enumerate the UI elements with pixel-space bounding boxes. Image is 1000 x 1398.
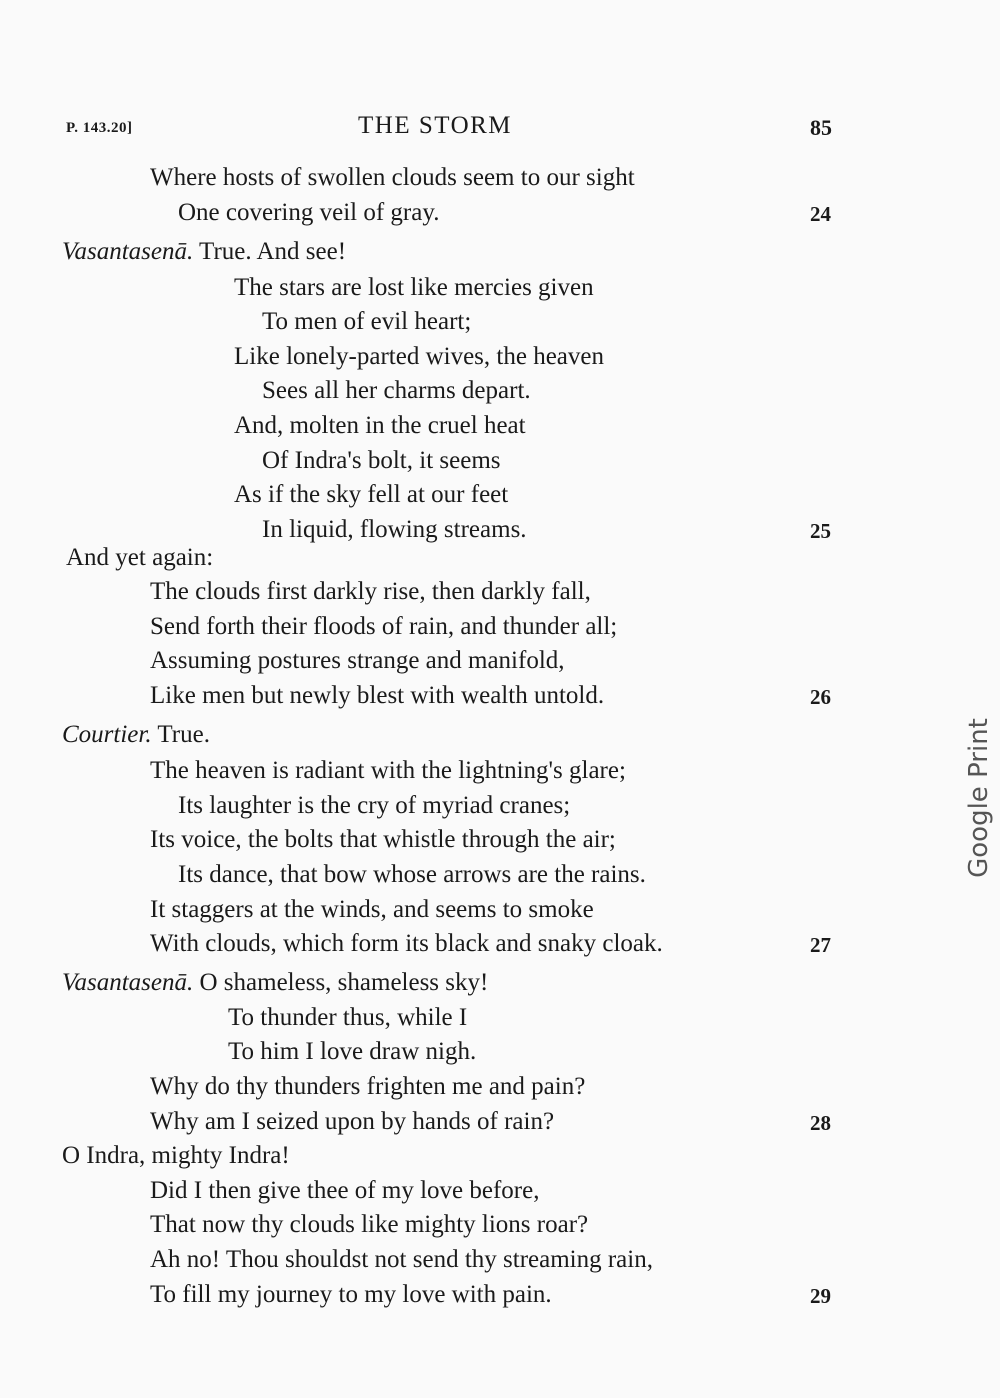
running-header [0, 112, 1000, 146]
speaker-name: Courtier. [62, 721, 152, 748]
verse-line: Did I then give thee of my love before, [150, 1177, 540, 1204]
verse-line: With clouds, which form its black and snaky cloak. [150, 930, 663, 957]
verse-line: The clouds first darkly rise, then darkly fall, [150, 578, 591, 605]
speaker-name: Vasantasenā. [62, 238, 194, 265]
prose-line: O Indra, mighty Indra! [62, 1142, 290, 1169]
verse-line: Sees all her charms depart. [262, 377, 531, 404]
verse-line: To him I love draw nigh. [228, 1038, 477, 1065]
verse-line: As if the sky fell at our feet [234, 481, 509, 508]
page-number: 85 [810, 115, 832, 140]
verse-line: Why do thy thunders frighten me and pain? [150, 1073, 586, 1100]
verse-line: In liquid, flowing streams. [262, 516, 527, 543]
verse-line: Like lonely-parted wives, the heaven [234, 343, 604, 370]
chapter-title: THE STORM [358, 112, 513, 139]
verse-line: And, molten in the cruel heat [234, 412, 526, 439]
verse-number: 27 [810, 933, 831, 957]
verse-line: Assuming postures strange and manifold, [150, 647, 565, 674]
verse-line: To fill my journey to my love with pain. [150, 1281, 552, 1308]
verse-line: Of Indra's bolt, it seems [262, 447, 501, 474]
verse-number: 25 [810, 519, 831, 543]
verse-line: It staggers at the winds, and seems to smoke [150, 896, 594, 923]
verse-number: 24 [810, 202, 831, 226]
verse-line: Where hosts of swollen clouds seem to our sight [150, 164, 635, 191]
verse-line: To men of evil heart; [262, 308, 472, 335]
verse-line: To thunder thus, while I [228, 1004, 468, 1031]
verse-number: 26 [810, 685, 831, 709]
verse-number: 29 [810, 1284, 831, 1308]
verse-line: Send forth their floods of rain, and thunder all; [150, 613, 618, 640]
verse-line: Like men but newly blest with wealth untold. [150, 682, 605, 709]
prose-line: And yet again: [66, 544, 214, 571]
verse-line: One covering veil of gray. [178, 199, 440, 226]
verse-line: The stars are lost like mercies given [234, 274, 594, 301]
speaker-name: Vasantasenā. [62, 969, 194, 996]
watermark-text: Google Print [964, 718, 994, 878]
verse-line: Its dance, that bow whose arrows are the rains. [178, 861, 646, 888]
verse-line: Its laughter is the cry of myriad cranes; [178, 792, 571, 819]
verse-number: 28 [810, 1111, 831, 1135]
page-reference: P. 143.20] [66, 120, 133, 136]
verse-line: That now thy clouds like mighty lions roar? [150, 1211, 589, 1238]
verse-line: Why am I seized upon by hands of rain? [150, 1108, 555, 1135]
verse-line: The heaven is radiant with the lightning's glare; [150, 757, 626, 784]
speaker-line: Courtier. True. [62, 721, 210, 748]
verse-line: Its voice, the bolts that whistle through the air; [150, 826, 616, 853]
speaker-line: Vasantasenā. True. And see! [62, 238, 347, 265]
verse-line: Ah no! Thou shouldst not send thy streaming rain, [150, 1246, 653, 1273]
speaker-line: Vasantasenā. O shameless, shameless sky! [62, 969, 489, 996]
